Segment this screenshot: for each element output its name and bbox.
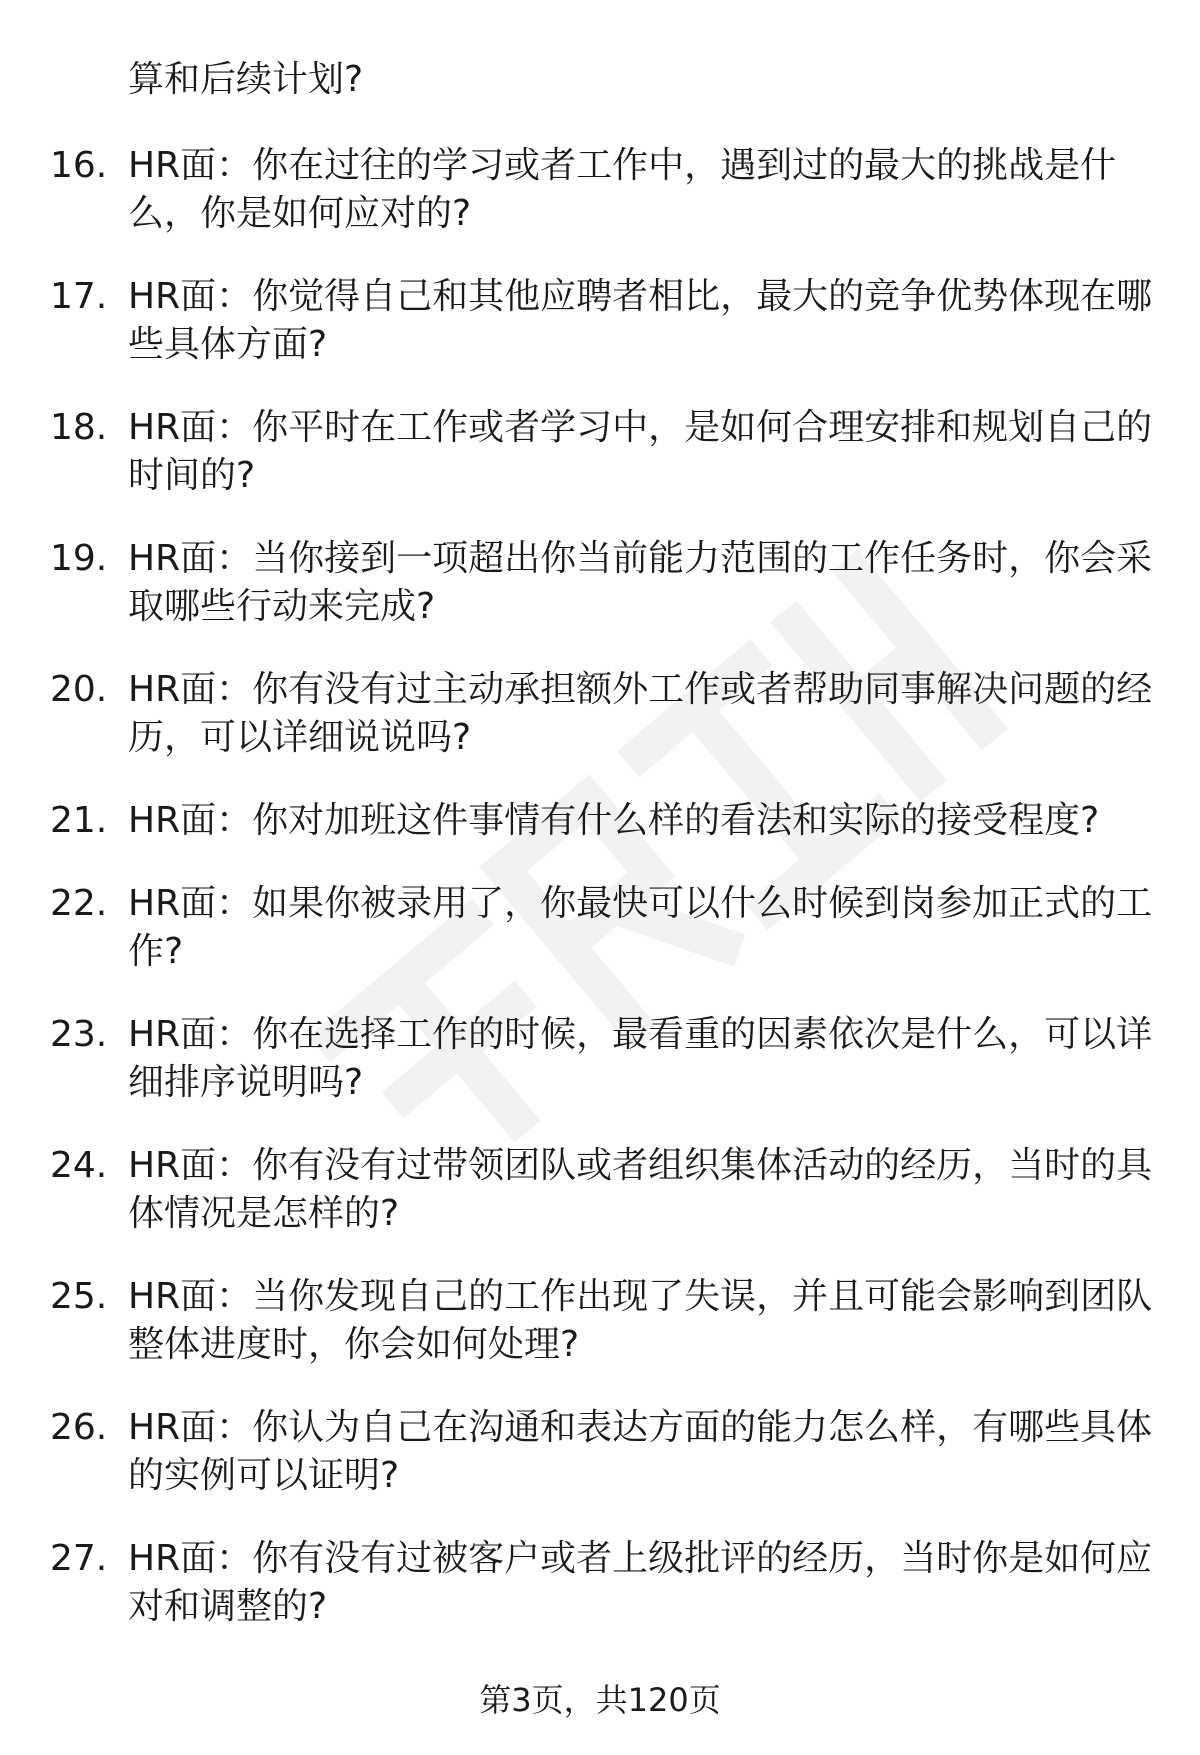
question-line: 些具体方面? [128,324,328,365]
question-text [128,1142,1158,1238]
question-line: HR面：你在过往的学习或者工作中，遇到过的最大的挑战是什 [128,145,1117,186]
question-line: HR面：你认为自己在沟通和表达方面的能力怎么样，有哪些具体 [128,1407,1153,1448]
question-text [128,666,1158,762]
continuation-line: 算和后续计划? [128,59,364,100]
question-line: HR面：你有没有过主动承担额外工作或者帮助同事解决问题的经 [128,669,1153,710]
question-number: 21. [50,800,108,841]
list-item [0,1535,1200,1666]
question-text [128,1273,1158,1369]
question-line: 的实例可以证明? [128,1455,400,1496]
question-text [128,404,1158,500]
question-number: 27. [50,1538,108,1579]
list-item [0,1011,1200,1142]
list-item [0,880,1200,1011]
question-text [128,142,1158,238]
question-line: HR面：你平时在工作或者学习中，是如何合理安排和规划自己的 [128,407,1153,448]
question-line: 作? [128,931,184,972]
list-item [0,535,1200,666]
question-number: 16. [50,145,108,186]
question-text [128,273,1158,369]
question-number: 23. [50,1014,108,1055]
question-text [128,880,1158,976]
question-line: 对和调整的? [128,1586,328,1627]
question-line: 体情况是怎样的? [128,1193,400,1234]
question-number: 24. [50,1145,108,1186]
list-item [0,666,1200,797]
question-text [128,1535,1158,1631]
question-text [128,1404,1158,1500]
question-line: HR面：你有没有过被客户或者上级批评的经历，当时你是如何应 [128,1538,1153,1579]
question-number: 17. [50,276,108,317]
question-number: 18. [50,407,108,448]
question-number: 20. [50,669,108,710]
question-line: HR面：你有没有过带领团队或者组织集体活动的经历，当时的具 [128,1145,1153,1186]
question-line: 细排序说明吗? [128,1062,364,1103]
question-text [128,1011,1158,1107]
question-line: HR面：你对加班这件事情有什么样的看法和实际的接受程度? [128,800,1100,841]
question-text [128,535,1158,631]
question-number: 25. [50,1276,108,1317]
list-item [0,273,1200,404]
question-line: HR面：如果你被录用了，你最快可以什么时候到岗参加正式的工 [128,883,1153,924]
list-item [0,404,1200,535]
list-item [0,1142,1200,1273]
page-footer: 第3页，共120页 [479,1681,721,1719]
question-line: HR面：你在选择工作的时候，最看重的因素依次是什么，可以详 [128,1014,1153,1055]
list-item [0,797,1200,880]
question-line: 么，你是如何应对的? [128,193,472,234]
question-number: 22. [50,883,108,924]
question-line: 时间的? [128,455,256,496]
question-line: 整体进度时，你会如何处理? [128,1324,580,1365]
question-line: HR面：你觉得自己和其他应聘者相比，最大的竞争优势体现在哪 [128,276,1153,317]
question-line: 取哪些行动来完成? [128,586,436,627]
question-line: HR面：当你接到一项超出你当前能力范围的工作任务时，你会采 [128,538,1153,579]
question-list [0,142,1200,1666]
list-item [0,1273,1200,1404]
question-line: HR面：当你发现自己的工作出现了失误，并且可能会影响到团队 [128,1276,1153,1317]
question-number: 19. [50,538,108,579]
list-item [0,1404,1200,1535]
question-text [128,797,1158,845]
list-item [0,142,1200,273]
question-number: 26. [50,1407,108,1448]
question-line: 历，可以详细说说吗? [128,717,472,758]
